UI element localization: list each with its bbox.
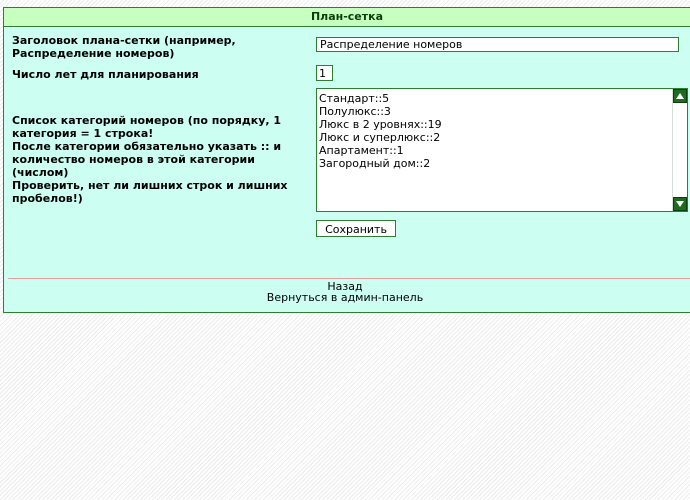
category-line: Апартамент::1 xyxy=(319,144,404,157)
page-title: План-сетка xyxy=(4,8,690,27)
plan-grid-panel xyxy=(3,7,690,313)
categories-text[interactable] xyxy=(319,92,669,170)
textarea-scrollbar[interactable] xyxy=(672,89,687,211)
category-line: Полулюкс::3 xyxy=(319,105,391,118)
category-line: Люкс и суперлюкс::2 xyxy=(319,131,441,144)
back-link[interactable]: Назад xyxy=(327,280,363,293)
title-field-label: Заголовок плана-сетки (например, Распределение номеров) xyxy=(12,34,236,60)
category-line: Стандарт::5 xyxy=(319,92,390,105)
scroll-down-icon xyxy=(674,198,686,210)
scroll-up-icon xyxy=(674,90,686,102)
save-button[interactable]: Сохранить xyxy=(316,220,396,237)
category-line: Люкс в 2 уровнях::19 xyxy=(319,118,442,131)
categories-label-line: После категории обязательно указать :: и количество номеров в этой категории (числом) xyxy=(12,140,282,179)
title-input[interactable] xyxy=(316,37,679,52)
categories-label-line: Список категорий номеров (по порядку, 1 категория = 1 строка! xyxy=(12,114,282,140)
scroll-down-button[interactable] xyxy=(673,197,687,211)
categories-textarea[interactable] xyxy=(316,88,688,212)
categories-label-line: Проверить, нет ли лишних строк и лишних пробелов!) xyxy=(12,179,288,205)
category-line: Загородный дом::2 xyxy=(319,157,431,170)
categories-field-label xyxy=(12,114,302,205)
admin-panel-link[interactable]: Вернуться в админ-панель xyxy=(266,291,424,304)
footer-links xyxy=(0,281,690,303)
footer-divider xyxy=(8,278,690,279)
scroll-up-button[interactable] xyxy=(673,89,687,103)
years-field-label: Число лет для планирования xyxy=(12,68,199,81)
years-input[interactable] xyxy=(316,65,333,81)
